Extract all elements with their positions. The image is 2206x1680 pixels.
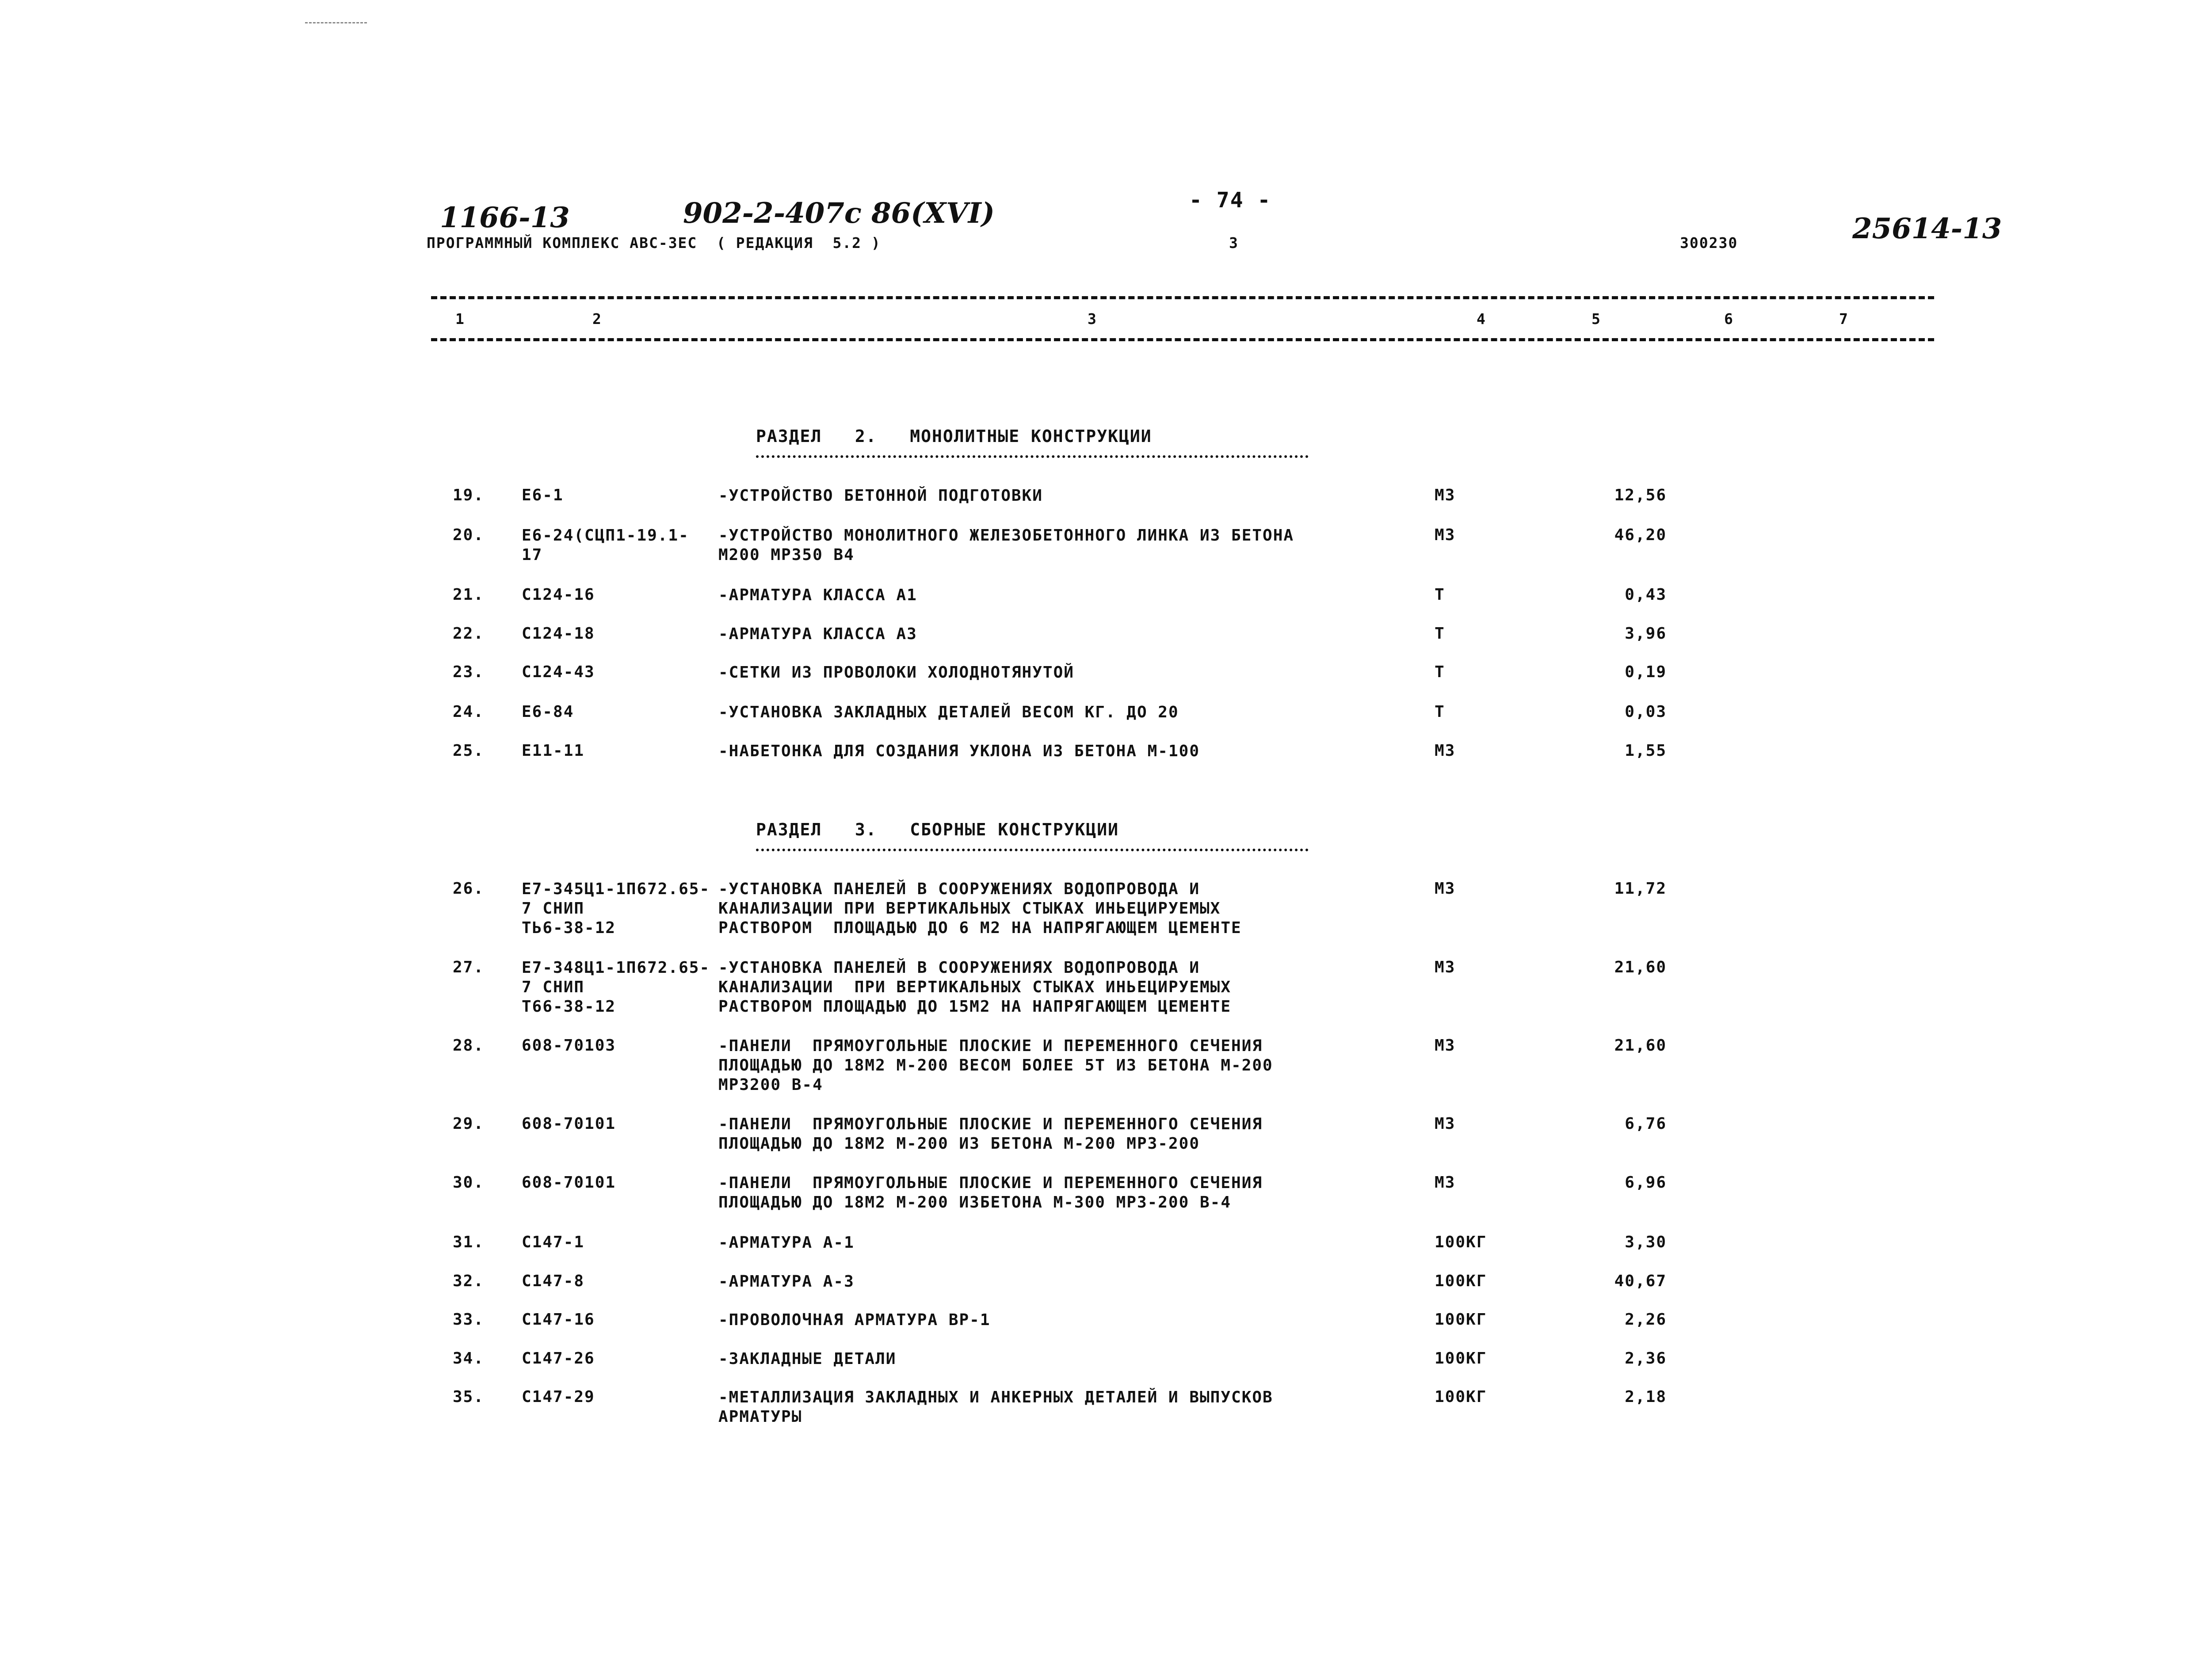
col-header-1: 1 [455,310,465,328]
row-unit: М3 [1435,880,1456,898]
section-underline [756,455,1309,458]
row-description: -АРМАТУРА А-1 [718,1234,855,1252]
row-number: 29. [452,1115,484,1133]
row-code: С147-1 [522,1233,585,1251]
sheet-number: 3 [1229,234,1239,251]
section-underline [756,849,1309,851]
col-header-7: 7 [1839,310,1849,328]
row-unit: Т [1435,663,1445,681]
row-number: 25. [452,742,484,760]
row-code: Е6-1 [522,486,564,504]
row-unit: М3 [1435,486,1456,504]
row-number: 27. [452,958,484,976]
row-description: -ПАНЕЛИ ПРЯМОУГОЛЬНЫЕ ПЛОСКИЕ И ПЕРЕМЕННОГО СЕЧЕНИЯ ПЛОЩАДЬЮ ДО 18М2 М-200 ИЗ БЕТОНА М-200 МРЗ-200 [718,1115,1263,1153]
row-code: 608-70101 [522,1173,616,1192]
row-description: -АРМАТУРА КЛАССА А1 [718,586,917,604]
row-quantity: 21,60 [1614,1036,1667,1055]
row-number: 26. [452,880,484,898]
header-rule-top [431,296,1934,299]
row-unit: 100КГ [1435,1388,1487,1406]
row-code: Е6-24(СЦП1-19.1- 17 [522,526,689,564]
corner-scribble [305,22,367,23]
row-quantity: 40,67 [1614,1272,1667,1290]
row-description: -ПАНЕЛИ ПРЯМОУГОЛЬНЫЕ ПЛОСКИЕ И ПЕРЕМЕННОГО СЕЧЕНИЯ ПЛОЩАДЬЮ ДО 18М2 М-200 ВЕСОМ БОЛЕЕ 5Т ИЗ БЕТОНА М-200 МРЗ200 В-4 [718,1037,1273,1094]
row-number: 20. [452,526,484,544]
row-number: 28. [452,1036,484,1055]
row-number: 19. [452,486,484,504]
row-code: Е7-345Ц1-1П672.65- 7 СНИП ТЬ6-38-12 [522,880,710,937]
row-number: 35. [452,1388,484,1406]
row-code: С147-16 [522,1310,595,1329]
code-number: 300230 [1680,234,1738,251]
row-code: Е7-348Ц1-1П672.65- 7 СНИП Т66-38-12 [522,959,710,1016]
row-unit: М3 [1435,1115,1456,1133]
row-quantity: 0,43 [1625,586,1667,604]
page-number: - 74 - [1189,188,1271,213]
row-code: Е11-11 [522,742,585,760]
row-description: -СЕТКИ ИЗ ПРОВОЛОКИ ХОЛОДНОТЯНУТОЙ [718,663,1074,682]
row-unit: М3 [1435,526,1456,544]
row-code: 608-70103 [522,1036,616,1055]
row-quantity: 21,60 [1614,958,1667,976]
row-code: 608-70101 [522,1115,616,1133]
row-quantity: 0,03 [1625,703,1667,721]
col-header-5: 5 [1592,310,1601,328]
section-title: РАЗДЕЛ 2. МОНОЛИТНЫЕ КОНСТРУКЦИИ [756,427,1152,446]
row-number: 31. [452,1233,484,1251]
row-number: 34. [452,1349,484,1368]
row-number: 21. [452,586,484,604]
row-quantity: 46,20 [1614,526,1667,544]
col-header-2: 2 [592,310,602,328]
col-header-3: 3 [1088,310,1097,328]
row-description: -ПРОВОЛОЧНАЯ АРМАТУРА ВР-1 [718,1311,991,1329]
row-description: -АРМАТУРА А-3 [718,1272,855,1291]
row-quantity: 11,72 [1614,880,1667,898]
row-quantity: 2,36 [1625,1349,1667,1368]
row-unit: Т [1435,703,1445,721]
row-number: 22. [452,625,484,643]
row-unit: Т [1435,625,1445,643]
section-title: РАЗДЕЛ 3. СБОРНЫЕ КОНСТРУКЦИИ [756,820,1119,839]
row-unit: М3 [1435,958,1456,976]
row-description: -ЗАКЛАДНЫЕ ДЕТАЛИ [718,1350,897,1368]
col-header-4: 4 [1477,310,1486,328]
row-unit: М3 [1435,742,1456,760]
row-unit: 100КГ [1435,1272,1487,1290]
row-code: С124-16 [522,586,595,604]
row-number: 24. [452,703,484,721]
row-description: -ПАНЕЛИ ПРЯМОУГОЛЬНЫЕ ПЛОСКИЕ И ПЕРЕМЕННОГО СЕЧЕНИЯ ПЛОЩАДЬЮ ДО 18М2 М-200 ИЗБЕТОНА М-300 МРЗ-200 В-4 [718,1174,1263,1211]
row-quantity: 2,26 [1625,1310,1667,1329]
row-number: 32. [452,1272,484,1290]
row-description: -УСТАНОВКА ПАНЕЛЕЙ В СООРУЖЕНИЯХ ВОДОПРОВОДА И КАНАЛИЗАЦИИ ПРИ ВЕРТИКАЛЬНЫХ СТЫКАХ ИНЬЕЦИРУЕМЫХ РАСТВОРОМ ПЛОЩАДЬЮ ДО 15М2 НА НАПРЯГАЮЩЕМ ЦЕМЕНТЕ [718,959,1232,1016]
row-description: -НАБЕТОНКА ДЛЯ СОЗДАНИЯ УКЛОНА ИЗ БЕТОНА М-100 [718,742,1200,760]
program-line: ПРОГРАММНЫЙ КОМПЛЕКС АВС-3ЕС ( РЕДАКЦИЯ 5.2 ) [427,234,881,251]
row-number: 23. [452,663,484,681]
row-description: -УСТРОЙСТВО БЕТОННОЙ ПОДГОТОВКИ [718,487,1043,505]
handwritten-archive-number: 25614-13 [1852,212,2002,245]
row-unit: 100КГ [1435,1310,1487,1329]
row-description: -УСТАНОВКА ПАНЕЛЕЙ В СООРУЖЕНИЯХ ВОДОПРОВОДА И КАНАЛИЗАЦИИ ПРИ ВЕРТИКАЛЬНЫХ СТЫКАХ ИНЬЕЦИРУЕМЫХ РАСТВОРОМ ПЛОЩАДЬЮ ДО 6 М2 НА НАПРЯГАЮЩЕМ ЦЕМЕНТЕ [718,880,1242,937]
row-quantity: 6,76 [1625,1115,1667,1133]
row-description: -МЕТАЛЛИЗАЦИЯ ЗАКЛАДНЫХ И АНКЕРНЫХ ДЕТАЛЕЙ И ВЫПУСКОВ АРМАТУРЫ [718,1388,1273,1426]
row-code: С124-18 [522,625,595,643]
row-code: Е6-84 [522,703,574,721]
row-unit: Т [1435,586,1445,604]
row-code: С147-8 [522,1272,585,1290]
row-unit: 100КГ [1435,1349,1487,1368]
row-unit: М3 [1435,1173,1456,1192]
row-unit: М3 [1435,1036,1456,1055]
row-description: -АРМАТУРА КЛАССА А3 [718,625,917,643]
row-description: -УСТАНОВКА ЗАКЛАДНЫХ ДЕТАЛЕЙ ВЕСОМ КГ. ДО 20 [718,703,1179,721]
row-code: С124-43 [522,663,595,681]
row-quantity: 3,96 [1625,625,1667,643]
handwritten-project-code: 902-2-407c 86(XVI) [683,197,995,230]
row-number: 33. [452,1310,484,1329]
row-quantity: 3,30 [1625,1233,1667,1251]
row-number: 30. [452,1173,484,1192]
header-rule-bottom [431,338,1934,341]
row-code: С147-26 [522,1349,595,1368]
row-quantity: 6,96 [1625,1173,1667,1192]
row-quantity: 0,19 [1625,663,1667,681]
row-quantity: 2,18 [1625,1388,1667,1406]
row-code: С147-29 [522,1388,595,1406]
row-unit: 100КГ [1435,1233,1487,1251]
row-quantity: 1,55 [1625,742,1667,760]
col-header-6: 6 [1724,310,1734,328]
row-quantity: 12,56 [1614,486,1667,504]
row-description: -УСТРОЙСТВО МОНОЛИТНОГО ЖЕЛЕЗОБЕТОННОГО ЛИНКА ИЗ БЕТОНА М200 МРЗ50 В4 [718,526,1294,564]
handwritten-doc-number: 1166-13 [440,201,570,234]
